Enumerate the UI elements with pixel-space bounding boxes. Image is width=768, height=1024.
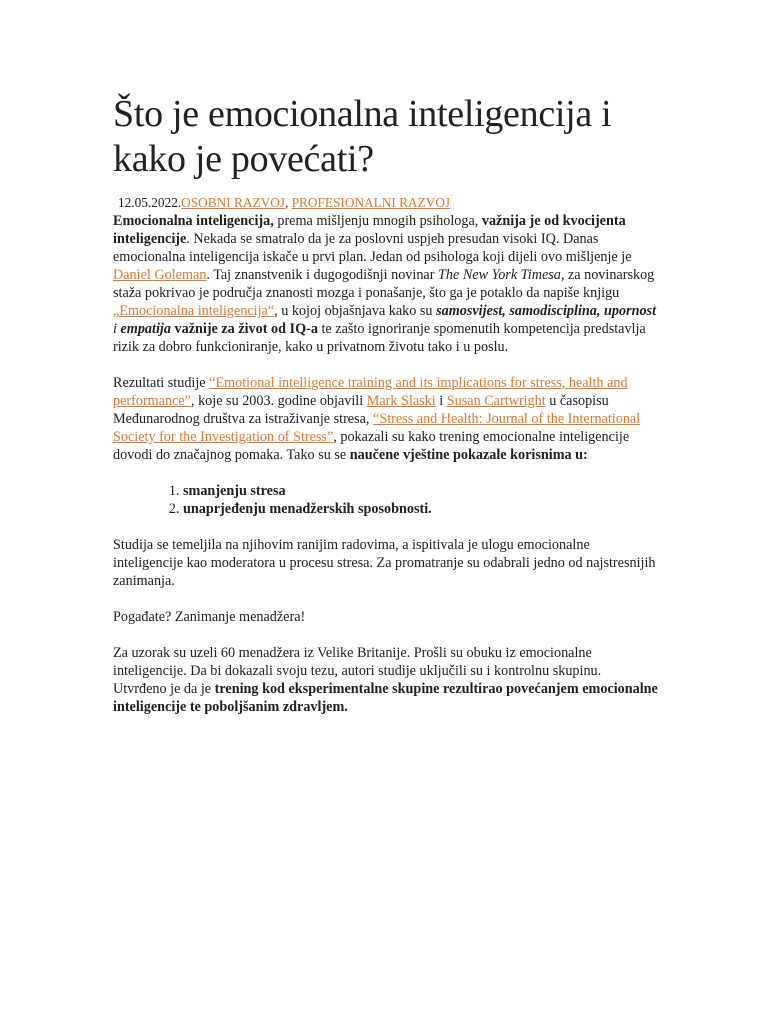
link-susan-cartwright[interactable]: Susan Cartwright xyxy=(446,393,546,409)
list-item xyxy=(183,482,658,500)
body-text: . Taj znanstvenik i dugogodišnji novinar xyxy=(206,267,439,283)
bold-text: važnija je od kvocijenta inteligencije xyxy=(113,213,626,247)
bold-text: naučene vještine pokazale korisnima u: xyxy=(349,447,588,463)
link-daniel-goleman[interactable]: Daniel Goleman xyxy=(113,267,207,283)
link-mark-slaski[interactable]: Mark Slaski xyxy=(366,393,436,409)
paragraph-results xyxy=(113,644,658,716)
body-text: Za uzorak su uzeli 60 menadžera iz Velike Britanije. Prošli su obuku iz emocionalne inteligencije. Da bi dokazali svoju tezu, autori studije uključili su i kontrolnu skupinu. Utvrđeno je da je xyxy=(113,645,602,697)
body-text: i xyxy=(435,393,447,409)
italic-text: The New York Timesa, xyxy=(438,267,565,283)
link-study-title[interactable]: “Emotional intelligence training and its implications for stress, health and performance” xyxy=(113,375,628,409)
paragraph-intro xyxy=(113,212,658,356)
category-link-osobni-razvoj[interactable]: OSOBNI RAZVOJ xyxy=(181,195,285,210)
category-separator: , xyxy=(284,195,292,210)
bold-text: Emocionalna inteligencija, xyxy=(113,213,274,229)
body-text: Rezultati studije xyxy=(113,375,210,391)
body-text: u časopisu Međunarodnog društva za istraživanje stresa, xyxy=(113,393,609,427)
bold-italic-text: samosvijest, samodisciplina, upornost xyxy=(436,303,657,319)
list-item-text: smanjenju stresa xyxy=(183,483,286,499)
body-text: , pokazali su kako trening emocionalne inteligencije dovodi do značajnog pomaka. Tako su se xyxy=(113,429,630,463)
body-text: . Nekada se smatralo da je za poslovni uspjeh presudan visoki IQ. Danas emocionalna inteligencija iskače u prvi plan. Jedan od psihologa koji dijeli ovo mišljenje je xyxy=(113,231,632,265)
list-item xyxy=(183,500,658,518)
bold-text: važnije za život od IQ-a xyxy=(170,321,318,337)
paragraph-question: Pogađate? Zanimanje menadžera! xyxy=(113,609,306,625)
article-meta xyxy=(118,194,658,212)
body-text: za novinarskog staža pokrivao je područja znanosti mozga i ponašanje, što ga je potaklo da napiše knjigu xyxy=(113,267,655,301)
italic-text: i xyxy=(113,321,121,337)
publish-date: 12.05.2022. xyxy=(118,195,182,210)
link-book-emocionalna-inteligencija[interactable]: „Emocionalna inteligencija“ xyxy=(113,303,275,319)
category-link-profesionalni-razvoj[interactable]: PROFESIONALNI RAZVOJ xyxy=(291,195,451,210)
paragraph-method: Studija se temeljila na njihovim ranijim radovima, a ispitivala je ulogu emocionalne inteligencije kao moderatora u procesu stresa. Za promatranje su odabrali jedno od najstresnijih zanimanja. xyxy=(113,537,656,589)
article xyxy=(113,92,658,716)
body-text: , u kojoj objašnjava kako su xyxy=(274,303,437,319)
paragraph-study xyxy=(113,374,658,464)
bold-italic-text: empatija xyxy=(120,321,171,337)
list-item-text: unaprjeđenju menadžerskih sposobnosti. xyxy=(183,501,432,517)
body-text: te zašto ignoriranje spomenutih kompetencija predstavlja rizik za dobro funkcioniranje, kako u privatnom životu tako i u poslu. xyxy=(113,321,646,355)
link-journal[interactable]: “Stress and Health: Journal of the International Society for the Investigation of Stress” xyxy=(113,411,641,445)
article-title: Što je emocionalna inteligencija i kako je povećati? xyxy=(113,93,612,180)
bold-text: trening kod eksperimentalne skupine rezultirao povećanjem emocionalne inteligencije te poboljšanim zdravljem. xyxy=(113,681,658,715)
body-text: prema mišljenju mnogih psihologa, xyxy=(273,213,482,229)
benefits-list xyxy=(113,482,658,518)
body-text: , koje su 2003. godine objavili xyxy=(190,393,367,409)
